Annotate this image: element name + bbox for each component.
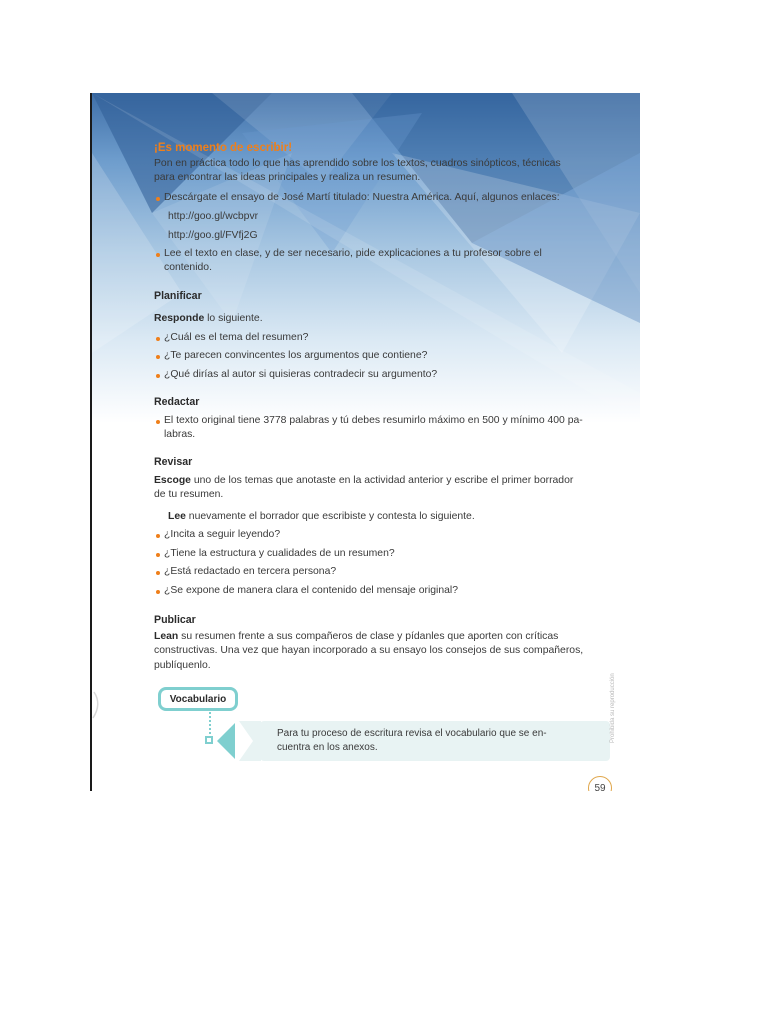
textbook-page [92,93,640,791]
bullet-icon [156,534,160,538]
revisar-lead-line-2: de tu resumen. [154,489,224,500]
heading-publicar: Publicar [154,614,196,626]
page-curl-icon [92,690,106,720]
download-instruction: Descárgate el ensayo de José Martí titulado: Nuestra América. Aquí, algunos enlaces: [164,192,560,203]
lead-text: lo siguiente. [204,313,263,324]
publicar-line-2: constructivas. Una vez que hayan incorporado a su ensayo los consejos de sus compañeros, [154,645,584,656]
revisar-item-2: ¿Tiene la estructura y cualidades de un resumen? [164,548,395,559]
planificar-item-2: ¿Te parecen convincentes los argumentos que contiene? [164,350,428,361]
lead-bold: Escoge [154,475,191,486]
vocabulario-note [277,727,547,755]
note-line-1: Para tu proceso de escritura revisa el vocabulario que se en- [277,728,547,739]
link-1[interactable]: http://goo.gl/wcbpvr [168,211,259,222]
lead-text: su resumen frente a sus compañeros de clase y pídanles que aporten con críticas [178,631,559,642]
intro-line-1: Pon en práctica todo lo que has aprendido sobre los textos, cuadros sinópticos, técnicas [154,158,561,169]
intro-line-2: para encontrar las ideas principales y realiza un resumen. [154,172,421,183]
lead-bold: Responde [154,313,205,324]
revisar-item-4: ¿Se expone de manera clara el contenido del mensaje original? [164,585,459,596]
revisar-item-3: ¿Está redactado en tercera persona? [164,566,337,577]
heading-redactar: Redactar [154,396,200,408]
heading-revisar: Revisar [154,456,193,468]
bullet-icon [156,420,160,424]
link-2[interactable]: http://goo.gl/FVfj2G [168,230,258,241]
read-instruction-line-1: Lee el texto en clase, y de ser necesario, pide explicaciones a tu profesor sobre el [164,248,542,259]
planificar-item-3: ¿Qué dirías al autor si quisieras contradecir su argumento? [164,369,438,380]
note-pointer-icon [217,721,261,761]
planificar-lead [154,312,263,327]
bullet-icon [156,197,160,201]
bullet-icon [156,553,160,557]
read-instruction-line-2: contenido. [164,262,212,273]
revisar-second [168,510,475,525]
lead-bold: Lean [154,631,179,642]
publicar-line-3: publíquenlo. [154,660,211,671]
heading-planificar: Planificar [154,290,202,302]
copyright-note: Prohibida su reproducción [610,673,616,743]
planificar-item-1: ¿Cuál es el tema del resumen? [164,332,309,343]
page-number: 59 [588,776,612,791]
lead-text: uno de los temas que anotaste en la actividad anterior y escribe el primer borrador [190,475,574,486]
bullet-icon [156,355,160,359]
revisar-item-1: ¿Incita a seguir leyendo? [164,529,281,540]
publicar-lead [154,630,558,645]
second-text: nuevamente el borrador que escribiste y contesta lo siguiente. [185,511,475,522]
vocabulario-label: Vocabulario [158,687,238,711]
activity-title: ¡Es momento de escribir! [154,142,293,154]
redactar-line-1: El texto original tiene 3778 palabras y tú debes resumirlo máximo en 500 y mínimo 400 pa- [164,415,583,426]
redactar-line-2: labras. [164,429,196,440]
bullet-icon [156,590,160,594]
vocabulario-connector [209,712,211,738]
connector-square-icon [205,736,213,744]
bullet-icon [156,374,160,378]
bullet-icon [156,253,160,257]
bullet-icon [156,571,160,575]
bullet-icon [156,337,160,341]
note-line-2: cuentra en los anexos. [277,742,378,753]
second-bold: Lee [168,511,186,522]
revisar-lead [154,474,573,489]
